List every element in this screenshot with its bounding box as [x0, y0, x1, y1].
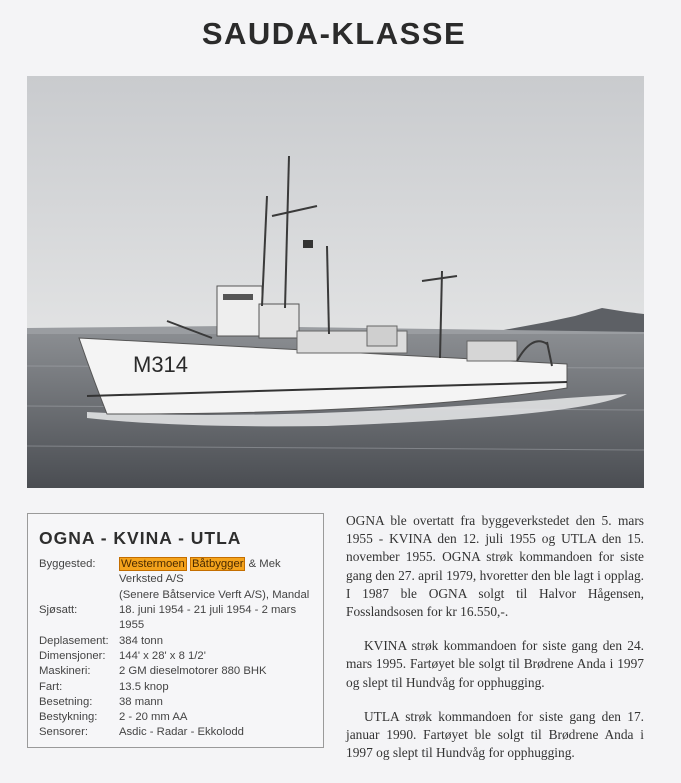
spec-value [119, 695, 324, 710]
specifications-box [27, 513, 324, 748]
history-text [346, 512, 644, 778]
spec-value [119, 680, 324, 695]
spec-value [119, 710, 324, 725]
spec-value [119, 603, 324, 634]
hull-number: M314 [133, 352, 189, 377]
paragraph-utla: UTLA strøk kommandoen for siste gang den 17. januar 1990. Fartøyet ble solgt til Brødrene Anda i 1997 og slept til Hundvåg for opphugging. [346, 708, 644, 761]
highlight-batbygger: Båtbygger [191, 558, 244, 570]
spec-label: Fart: [39, 681, 63, 693]
spec-label: Maskineri: [39, 665, 91, 677]
spec-line: Verksted A/S [119, 573, 184, 586]
spec-label: Sensorer: [39, 726, 88, 738]
paragraph-ogna: OGNA ble overtatt fra byggeverkstedet den 5. mars 1955 - KVINA den 12. juli 1955 og UTLA den 15. november 1955. OGNA strøk kommandoen for siste gang den 27. april 1979, hvoretter den ble lagt i opplag. I 1987 ble OGNA solgt til Halvor Hågensen, Fosslandsosen for kr 16.550,-. [346, 513, 644, 620]
spec-label: Sjøsatt: [39, 604, 78, 616]
spec-line: 38 mann [119, 696, 163, 708]
spec-line: & Mek [248, 558, 281, 570]
box-heading: OGNA - KVINA - UTLA [39, 528, 242, 548]
spec-label: Deplasement: [39, 635, 109, 647]
spec-line: 384 tonn [119, 635, 163, 647]
spec-label: Dimensjoner: [39, 650, 106, 662]
page-title: SAUDA-KLASSE [201, 16, 467, 51]
spec-label: Bestykning: [39, 711, 98, 723]
spec-value [119, 649, 324, 664]
spec-value [119, 557, 324, 603]
spec-line: 2 GM dieselmotorer 880 BHK [119, 665, 267, 677]
spec-line: 13.5 knop [119, 681, 169, 693]
highlight-westermoen: Westermoen [121, 558, 185, 570]
spec-label: Besetning: [39, 696, 93, 708]
spec-value [119, 634, 324, 649]
spec-line: 144' x 28' x 8 1/2' [119, 650, 206, 662]
spec-line: Asdic - Radar - Ekkolodd [119, 726, 244, 738]
spec-line: (Senere Båtservice Verft A/S), Mandal [119, 588, 310, 601]
paragraph-kvina: KVINA strøk kommandoen for siste gang den 24. mars 1995. Fartøyet ble solgt til Brødrene Anda i 1997 og slept til Hundvåg for opphugging. [346, 638, 644, 690]
spec-value [119, 664, 324, 679]
spec-line: 18. juni 1954 - 21 juli 1954 - 2 mars [119, 604, 297, 616]
spec-line: 1955 [119, 619, 145, 632]
spec-line: 2 - 20 mm AA [119, 711, 188, 723]
ship-photo [27, 76, 644, 488]
spec-value [119, 725, 324, 740]
spec-label: Byggested: [39, 558, 96, 570]
